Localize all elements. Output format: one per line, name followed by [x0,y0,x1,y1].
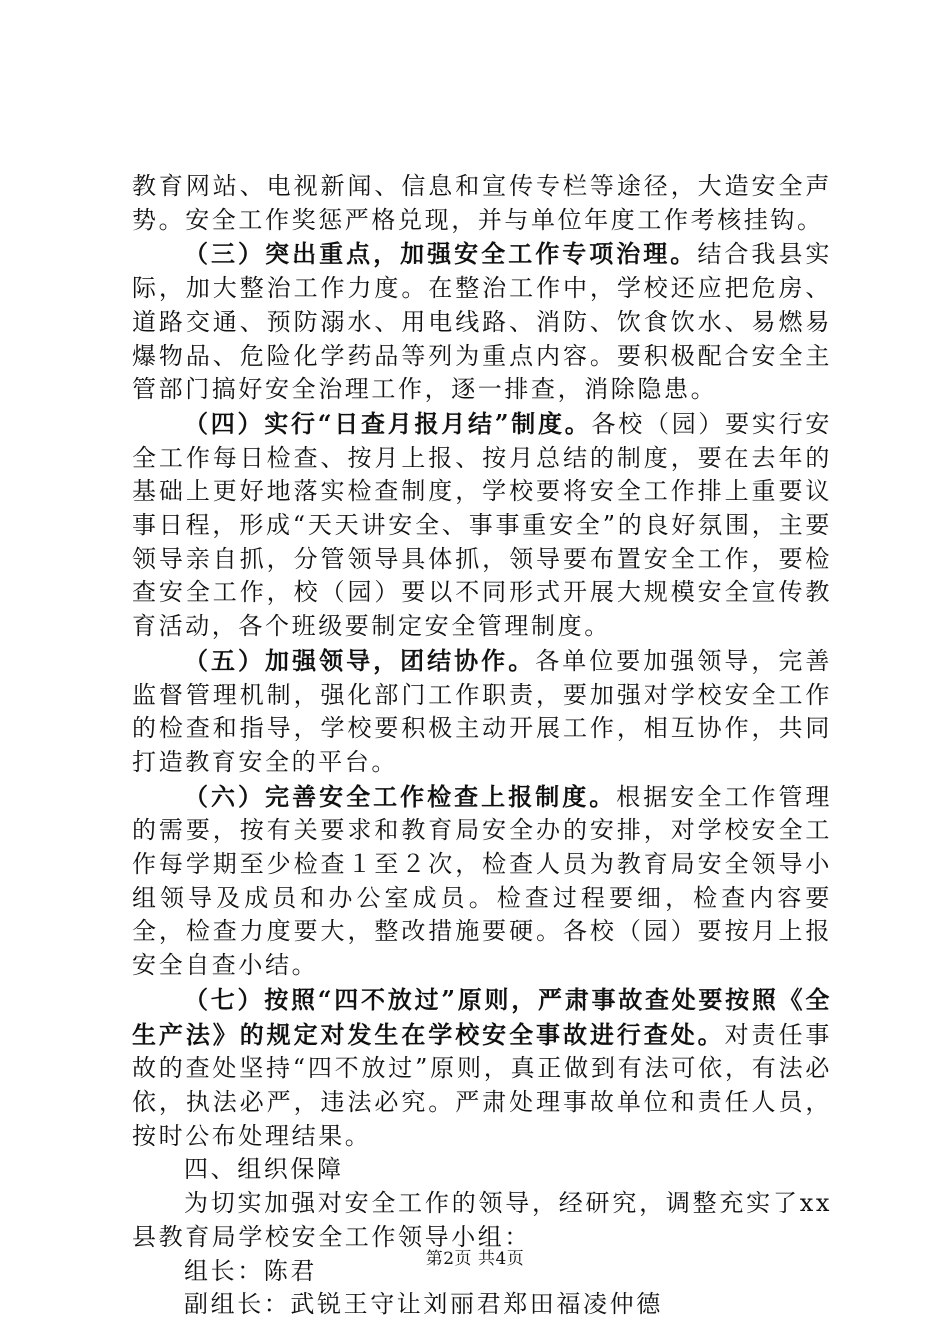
paragraph-accident-handling [132,983,832,1154]
paragraph-text: 根据安全工作管理的需要，按有关要求和教育局安全办的安排，对学校安全工作每学期至少检查１至２次，检查人员为教育局安全领导小组领导及成员和办公室成员。检查过程要细，检查内容要全，检查力度要大，整改措施要硬。各校（园）要按月上报安全自查小结。 [132,782,832,980]
paragraph-leadership [132,644,832,780]
deputy-leader-line [132,1288,832,1322]
paragraph-text: 对责任事故的查处坚持“四不放过”原则，真正做到有法可依，有法必依，执法必严，违法必究。严肃处理事故单位和责任人员，按时公布处理结果。 [132,1020,833,1150]
section-heading-organization [132,1153,832,1187]
paragraph-special-governance [132,237,832,407]
paragraph-text: 结合我县实际，加大整治工作力度。在整治工作中，学校还应把危房、道路交通、预防溺水、用电线路、消防、饮食饮水、易燃易爆物品、危险化学药品等列为重点内容。要积极配合安全主管部门搞好安全治理工作，逐一排查，消除隐患。 [132,240,832,404]
document-body [132,170,832,1322]
deputy-leader-text: 副组长：武锐王守让刘丽君郑田福凌仲德 [184,1290,663,1319]
paragraph-text: 各校（园）要实行安全工作每日检查、按月上报、按月总结的制度，要在去年的基础上更好地落实检查制度，学校要将安全工作排上重要议事日程，形成“天天讲安全、事事重安全”的良好氛围，主要领导亲自抓，分管领导具体抓，领导要布置安全工作，要检查安全工作，校（园）要以不同形式开展大规模安全宣传教育活动，各个班级要制定安全管理制度。 [132,409,832,641]
page-number-label: 第2页 共4页 [425,1249,525,1269]
paragraph-inspection-reporting [132,780,832,983]
paragraph-heading: （四）实行“日查月报月结”制度。 [184,408,592,438]
page-footer [0,1244,950,1269]
paragraph-daily-check-system [132,407,832,644]
group-leader-text: 组长：陈君 [184,1256,317,1285]
paragraph-publicity [132,170,832,237]
section-heading-text: 四、组织保障 [184,1155,344,1184]
paragraph-text: 各单位要加强领导，完善监督管理机制，强化部门工作职责，要加强对学校安全工作的检查和指导，学校要积极主动开展工作，相互协作，共同打造教育安全的平台。 [132,646,832,776]
paragraph-heading: （七）按照“四不放过”原则，严肃事故查处要按照《全生产法》的规定对发生在学校安全事故进行查处。 [132,984,832,1049]
paragraph-heading: （六）完善安全工作检查上报制度。 [184,781,617,811]
paragraph-text: 为切实加强对安全工作的领导，经研究，调整充实了xx县教育局学校安全工作领导小组： [132,1189,832,1251]
paragraph-text: 教育网站、电视新闻、信息和宣传专栏等途径，大造安全声势。安全工作奖惩严格兑现，并与单位年度工作考核挂钩。 [132,172,832,234]
paragraph-heading: （三）突出重点，加强安全工作专项治理。 [184,239,698,269]
paragraph-heading: （五）加强领导，团结协作。 [184,645,536,675]
